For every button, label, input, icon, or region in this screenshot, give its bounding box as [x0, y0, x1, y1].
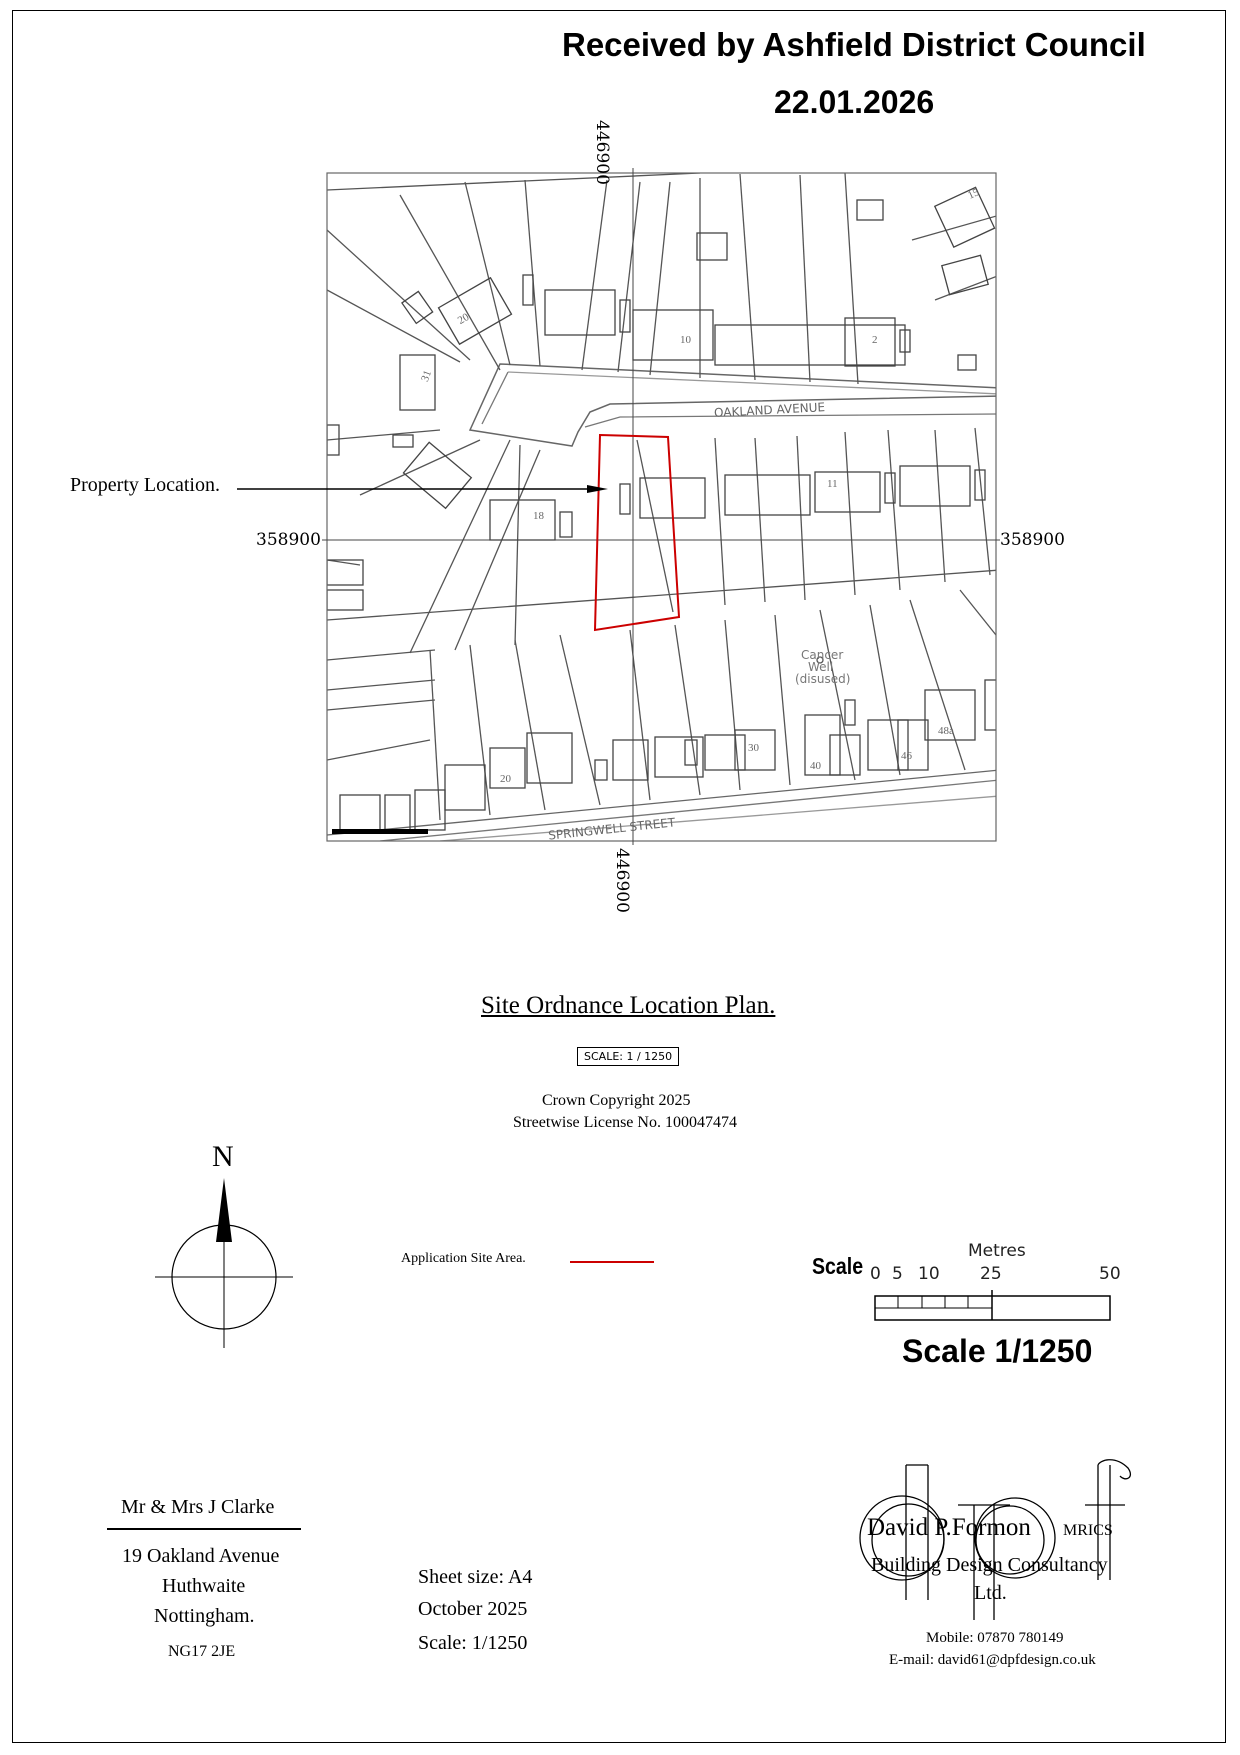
- well-label-1: Cancer: [801, 648, 844, 662]
- client-address-line2: Huthwaite: [162, 1575, 246, 1597]
- bar-scale-units: Metres: [968, 1241, 1026, 1261]
- bar-scale-word: Scale: [812, 1253, 864, 1279]
- license-number: Streetwise License No. 100047474: [513, 1114, 737, 1131]
- house-number: 31: [418, 368, 435, 384]
- plan-scale-box: SCALE: 1 / 1250: [577, 1047, 679, 1066]
- crown-copyright: Crown Copyright 2025: [542, 1092, 691, 1109]
- bar-tick-0: 0: [870, 1264, 881, 1284]
- property-location-label: Property Location.: [70, 474, 220, 496]
- house-number: 48a: [938, 725, 954, 737]
- application-site-label: Application Site Area.: [401, 1251, 526, 1266]
- grid-northing-right: 358900: [1000, 530, 1065, 550]
- sheet-date: October 2025: [418, 1598, 528, 1620]
- client-address-line3: Nottingham.: [154, 1605, 255, 1627]
- received-date: 22.01.2026: [774, 84, 935, 120]
- house-number: 15: [965, 186, 982, 202]
- bar-tick-10: 10: [918, 1264, 940, 1284]
- firm-mobile: Mobile: 07870 780149: [926, 1630, 1064, 1646]
- house-number: 20: [455, 311, 472, 327]
- firm-email: E-mail: david61@dpfdesign.co.uk: [889, 1652, 1096, 1668]
- client-address-line1: 19 Oakland Avenue: [122, 1545, 280, 1567]
- scale-ratio: Scale 1/1250: [902, 1333, 1093, 1369]
- well-label-3: (disused): [795, 672, 851, 686]
- grid-easting-top: 446900: [592, 120, 612, 185]
- client-postcode: NG17 2JE: [168, 1643, 236, 1660]
- grid-northing-left: 358900: [256, 530, 321, 550]
- street-oakland: OAKLAND AVENUE: [713, 400, 826, 420]
- street-springwell: SPRINGWELL STREET: [547, 815, 676, 843]
- house-number: 18: [533, 510, 544, 522]
- well-label-2: Well: [808, 660, 834, 674]
- house-number: 40: [810, 760, 821, 772]
- house-number: 46: [901, 750, 912, 762]
- received-stamp: Received by Ashfield District Council: [562, 26, 1146, 63]
- plan-title: Site Ordnance Location Plan.: [481, 992, 776, 1019]
- sheet-scale: Scale: 1/1250: [418, 1632, 528, 1654]
- client-name: Mr & Mrs J Clarke: [121, 1496, 275, 1518]
- firm-subtitle: Building Design Consultancy: [871, 1554, 1108, 1576]
- firm-ltd: Ltd.: [974, 1582, 1007, 1604]
- house-number: 11: [827, 478, 838, 490]
- sheet-size: Sheet size: A4: [418, 1566, 533, 1588]
- firm-name: David P.Formon: [867, 1514, 1031, 1541]
- house-number: 30: [748, 742, 759, 754]
- bar-tick-5: 5: [892, 1264, 903, 1284]
- bar-tick-25: 25: [980, 1264, 1002, 1284]
- grid-easting-bottom: 446900: [612, 848, 632, 913]
- firm-qualification: MRICS: [1063, 1522, 1113, 1539]
- house-number: 10: [680, 334, 691, 346]
- north-label: N: [212, 1140, 234, 1173]
- bar-tick-50: 50: [1099, 1264, 1121, 1284]
- house-number: 20: [500, 773, 511, 785]
- house-number: 2: [872, 334, 878, 346]
